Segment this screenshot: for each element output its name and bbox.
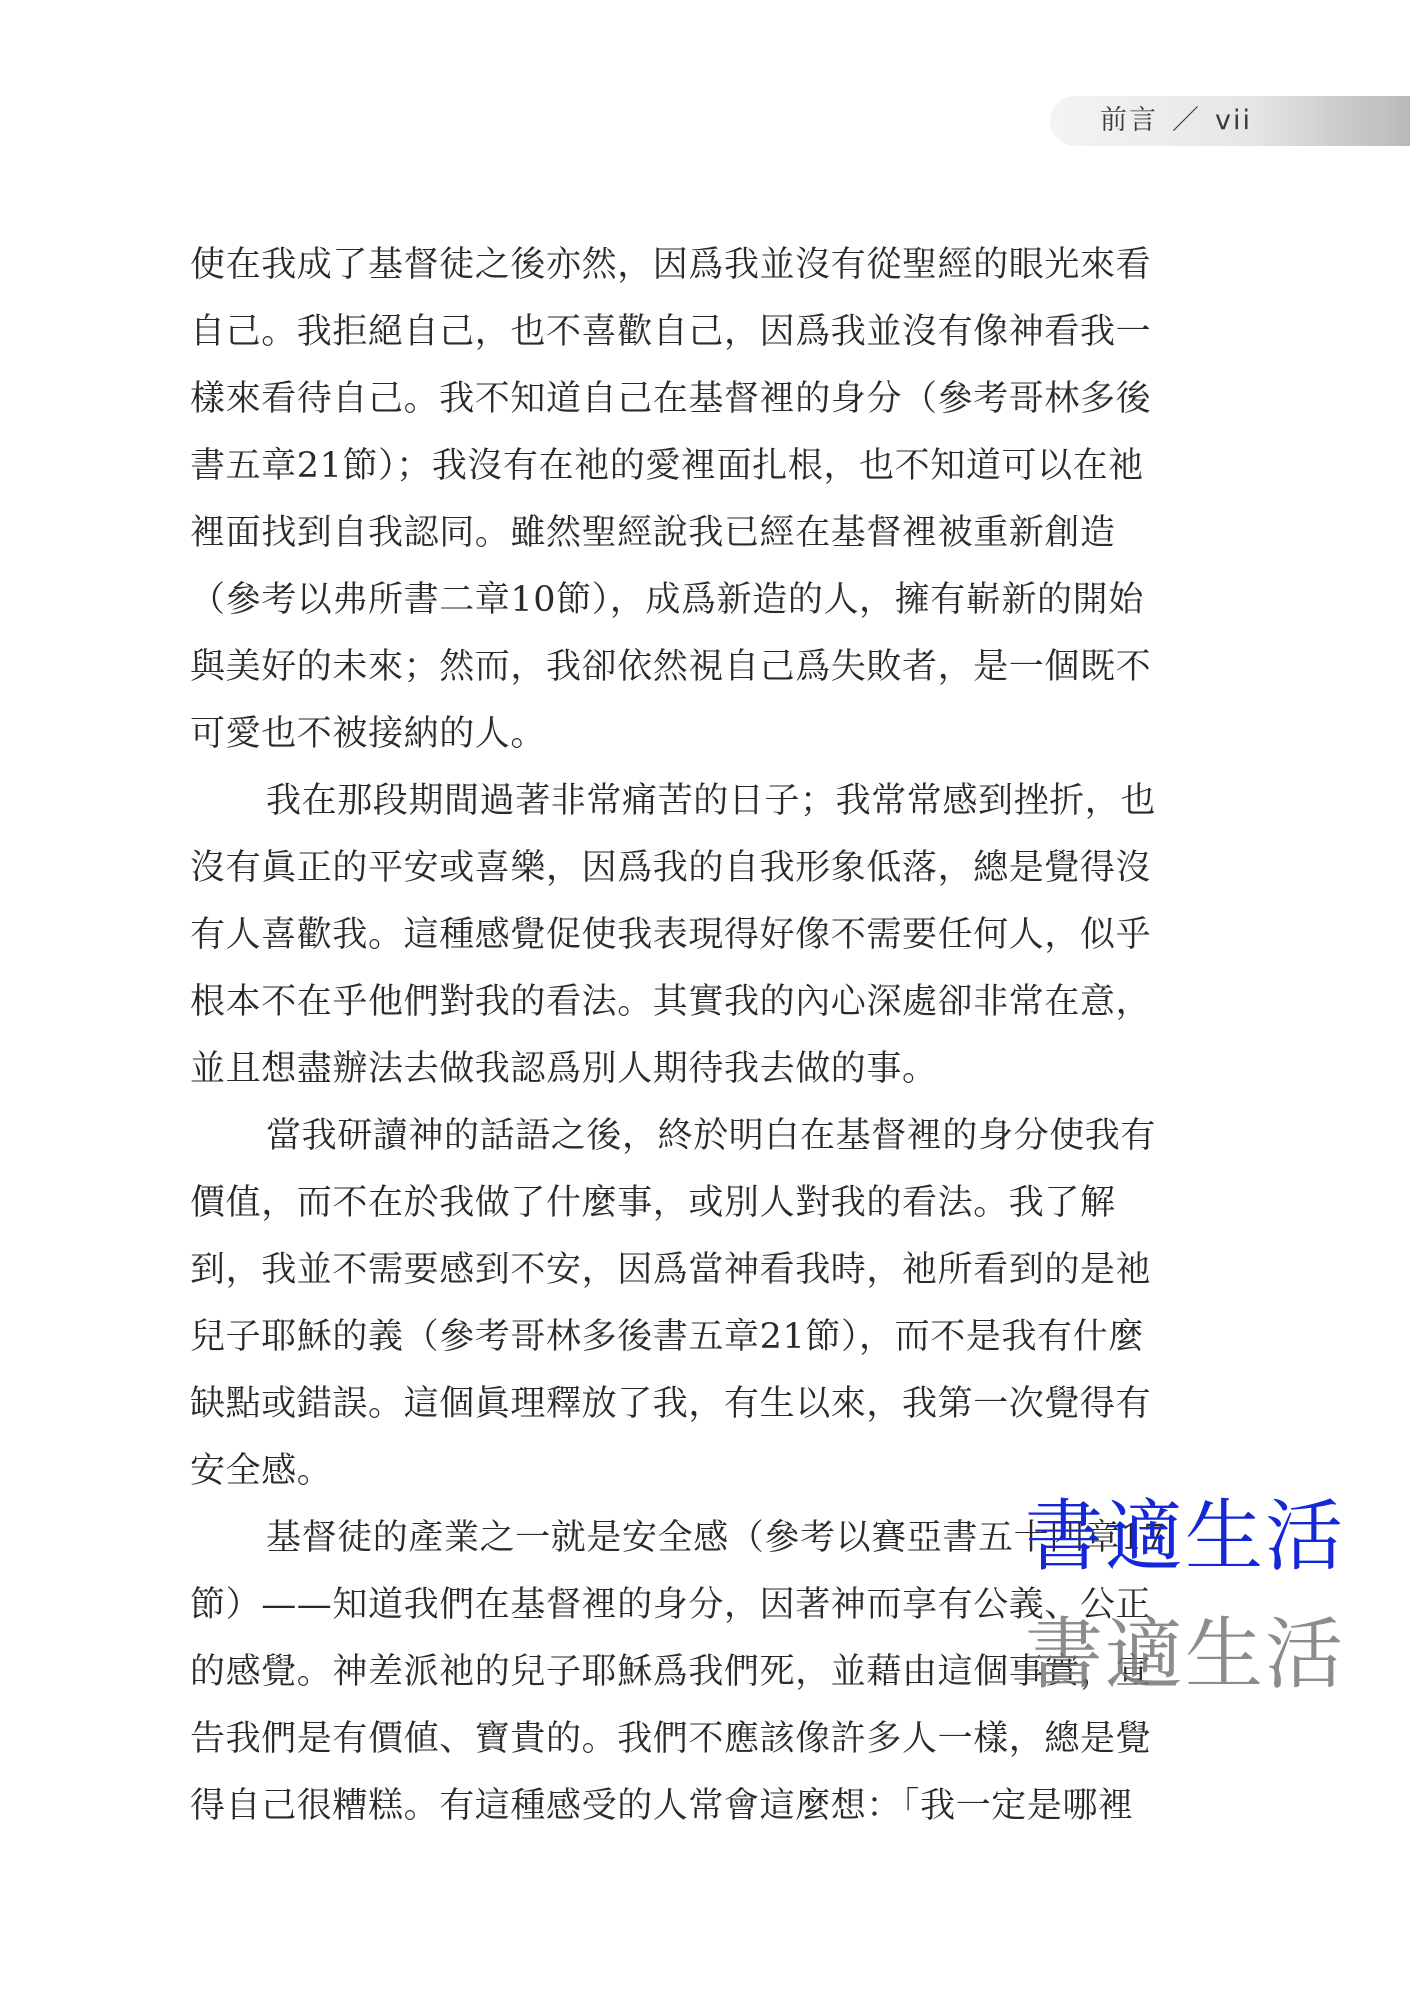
text-line: 到，我並不需要感到不安，因爲當神看我時，祂所看到的是祂 — [190, 1250, 1152, 1290]
text-line: 並且想盡辦法去做我認爲別人期待我去做的事。 — [190, 1049, 938, 1089]
text-line: 樣來看待自己。我不知道自己在基督裡的身分（參考哥林多後 — [190, 379, 1152, 419]
text-line: 根本不在乎他們對我的看法。其實我的內心深處卻非常在意， — [190, 982, 1152, 1022]
text-line: 使在我成了基督徒之後亦然，因爲我並沒有從聖經的眼光來看 — [190, 245, 1152, 285]
text-line: 安全感。 — [190, 1451, 333, 1491]
paragraph-start-line: 我在那段期間過著非常痛苦的日子；我常常感到挫折，也 — [266, 781, 1157, 821]
text-line: 自己。我拒絕自己，也不喜歡自己，因爲我並沒有像神看我一 — [190, 312, 1152, 352]
text-line: 告我們是有價値、寶貴的。我們不應該像許多人一樣，總是覺 — [190, 1719, 1152, 1759]
page-number: vii — [1215, 105, 1252, 136]
text-line: 可愛也不被接納的人。 — [190, 714, 547, 754]
body-text — [190, 232, 1250, 1840]
text-line: 兒子耶穌的義（參考哥林多後書五章21節），而不是我有什麼 — [190, 1317, 1144, 1357]
text-line: 節）——知道我們在基督裡的身分，因著神而享有公義、公正 — [190, 1585, 1152, 1625]
header-separator: ／ — [1172, 105, 1201, 136]
text-line: 書五章21節）；我沒有在祂的愛裡面扎根，也不知道可以在祂 — [190, 446, 1144, 486]
text-line: 價值，而不在於我做了什麼事，或別人對我的看法。我了解 — [190, 1183, 1116, 1223]
paragraph-start-line: 當我研讀神的話語之後，終於明白在基督裡的身分使我有 — [266, 1116, 1157, 1156]
watermark-gray: 書適生活 — [1025, 1610, 1346, 1700]
text-line: 缺點或錯誤。這個眞理釋放了我，有生以來，我第一次覺得有 — [190, 1384, 1152, 1424]
text-line: （參考以弗所書二章10節），成爲新造的人，擁有嶄新的開始 — [190, 580, 1144, 620]
text-line: 得自己很糟糕。有這種感受的人常會這麼想：「我一定是哪裡 — [190, 1786, 1134, 1826]
running-header — [1100, 100, 1252, 142]
section-title: 前言 — [1100, 105, 1158, 136]
text-line: 與美好的未來；然而，我卻依然視自己爲失敗者，是一個既不 — [190, 647, 1152, 687]
paragraph-start-line: 基督徒的產業之一就是安全感（參考以賽亞書五十四章17 — [266, 1518, 1167, 1558]
text-line: 的感覺。神差派祂的兒子耶穌爲我們死，並藉由這個事實，宣 — [190, 1652, 1152, 1692]
text-line: 有人喜歡我。這種感覺促使我表現得好像不需要任何人，似乎 — [190, 915, 1152, 955]
text-line: 沒有眞正的平安或喜樂，因爲我的自我形象低落，總是覺得沒 — [190, 848, 1152, 888]
watermark-blue: 書適生活 — [1025, 1492, 1346, 1582]
text-line: 裡面找到自我認同。雖然聖經說我已經在基督裡被重新創造 — [190, 513, 1116, 553]
